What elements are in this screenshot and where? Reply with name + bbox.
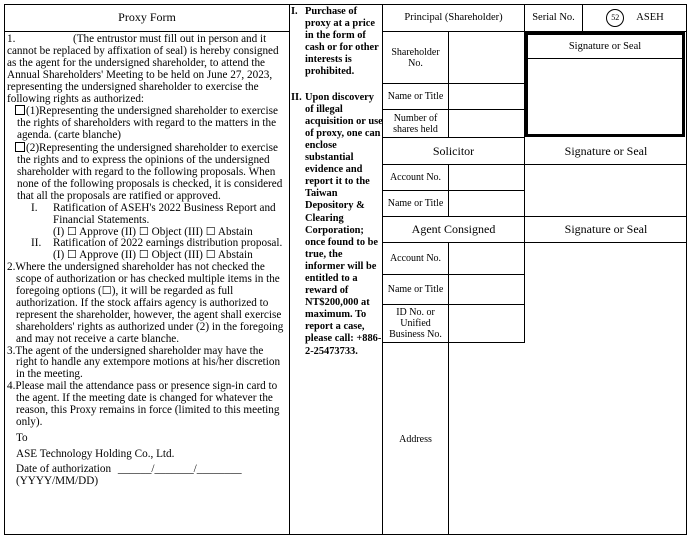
shareholder-no-field[interactable] <box>449 32 525 84</box>
agent-id-field[interactable] <box>449 305 525 343</box>
agent-account-field[interactable] <box>449 243 525 275</box>
option1-checkbox[interactable] <box>15 105 25 115</box>
notice1-text: Purchase of proxy at a price in the form of cash or for other interests is prohibited. <box>305 6 379 78</box>
paragraph-2: 2.Where the undersigned shareholder has not checked the scope of authorization or has checked multiple items in the foregoing options (☐), it will be regarded as full authorization. If the stock affairs agency is authorized to represent the shareholder, however, the agent shall exercise shareholders' rights as authorized under (2) in the foregoing and may not receive a carte blanche. <box>7 261 284 345</box>
principal-name-label: Name or Title <box>383 84 449 110</box>
paragraph-3: 3.The agent of the undersigned shareholder may have the right to handle any extempore motions at his/her discretion in the meeting. <box>7 344 281 381</box>
proposal1-abstain[interactable]: (III) ☐ Abstain <box>184 225 253 238</box>
solicitor-account-label: Account No. <box>383 165 449 191</box>
proposal1-approve[interactable]: (I) ☐ Approve <box>53 225 119 238</box>
serial-value: ASEH <box>636 12 664 23</box>
proposal2-number: II. <box>31 237 42 250</box>
serial-label: Serial No. <box>525 4 583 32</box>
notice-body <box>290 6 383 358</box>
proposal2-text: Ratification of 2022 earnings distribution proposal. <box>53 237 283 250</box>
proposal2-abstain[interactable]: (III) ☐ Abstain <box>184 249 253 262</box>
principal-signature-label: Signature or Seal <box>528 35 682 59</box>
date-format: (YYYY/MM/DD) <box>16 474 99 487</box>
address-field[interactable] <box>449 343 687 535</box>
solicitor-name-label: Name or Title <box>383 191 449 217</box>
proposal1-object[interactable]: (II) ☐ Object <box>121 225 182 238</box>
p1-text: (The entrustor must fill out in person and it cannot be replaced by affixation of seal) is hereby consigned as the agent for the undersigned shareholder, to attend the Annual Shareholders' Meeting to be held on June 27, 2023, representing the undersigned shareholder to exercise the following rights as authorized: <box>7 33 279 105</box>
address-label: Address <box>383 343 449 535</box>
proposal2-approve[interactable]: (I) ☐ Approve <box>53 249 119 262</box>
proposal1-text: Ratification of ASEH's 2022 Business Report and Financial Statements. <box>53 201 276 226</box>
to-label: To <box>16 431 28 444</box>
notice2-number: II. <box>291 91 302 103</box>
company-name: ASE Technology Holding Co., Ltd. <box>16 447 175 460</box>
agent-name-label: Name or Title <box>383 275 449 305</box>
notice2-text: Upon discovery of illegal acquisition or use of proxy, one can enclose substantial evidence and report it to the Taiwan Depository & Clearing Corporation; once found to be true, the informer will be entitled to a reward of NT$200,000 at maximum. To report a case, please call: +886-2-25473733. <box>305 91 383 357</box>
shareholder-no-label: Shareholder No. <box>383 32 449 84</box>
agent-account-label: Account No. <box>383 243 449 275</box>
shares-held-label: Number of shares held <box>383 110 449 138</box>
proposal2-object[interactable]: (II) ☐ Object <box>121 249 182 262</box>
agent-id-label: ID No. or Unified Business No. <box>383 305 449 343</box>
shares-held-field[interactable] <box>449 110 525 138</box>
option1-text: (1)Representing the undersigned shareholder to exercise the rights of shareholders with regard to the matters in the agenda. (carte blanche) <box>17 105 278 142</box>
agent-signature-field[interactable] <box>525 243 687 343</box>
option2-text: (2)Representing the undersigned shareholder to exercise the rights and to express the opinions of the undersigned shareholder with regard to the following proposals. When none of the following proposals is checked, it is considered that all the proposals are ratified or approved. <box>17 142 283 202</box>
date-label: Date of authorization <box>16 462 112 475</box>
p1-number: 1. <box>7 33 16 45</box>
agent-signature-label: Signature or Seal <box>525 217 687 243</box>
proposal1-number: I. <box>31 201 38 214</box>
option2-checkbox[interactable] <box>15 142 25 152</box>
left-body <box>7 34 287 488</box>
agent-name-field[interactable] <box>449 275 525 305</box>
solicitor-header: Solicitor <box>383 138 525 165</box>
serial-number-circle: 52 <box>606 9 624 27</box>
principal-header: Principal (Shareholder) <box>383 4 525 32</box>
date-field[interactable]: ______/_______/________ <box>117 462 242 475</box>
notice1-number: I. <box>291 6 298 17</box>
solicitor-account-field[interactable] <box>449 165 525 191</box>
solicitor-signature-field[interactable] <box>525 165 687 217</box>
solicitor-signature-label: Signature or Seal <box>525 138 687 165</box>
paragraph-4: 4.Please mail the attendance pass or presence sign-in card to the agent. If the meeting date is changed for whatever the reason, this Proxy remains in force (limited to this meeting only). <box>7 380 280 428</box>
solicitor-name-field[interactable] <box>449 191 525 217</box>
form-title: Proxy Form <box>4 4 290 32</box>
agent-header: Agent Consigned <box>383 217 525 243</box>
serial-value-cell <box>583 4 687 32</box>
principal-name-field[interactable] <box>449 84 525 110</box>
